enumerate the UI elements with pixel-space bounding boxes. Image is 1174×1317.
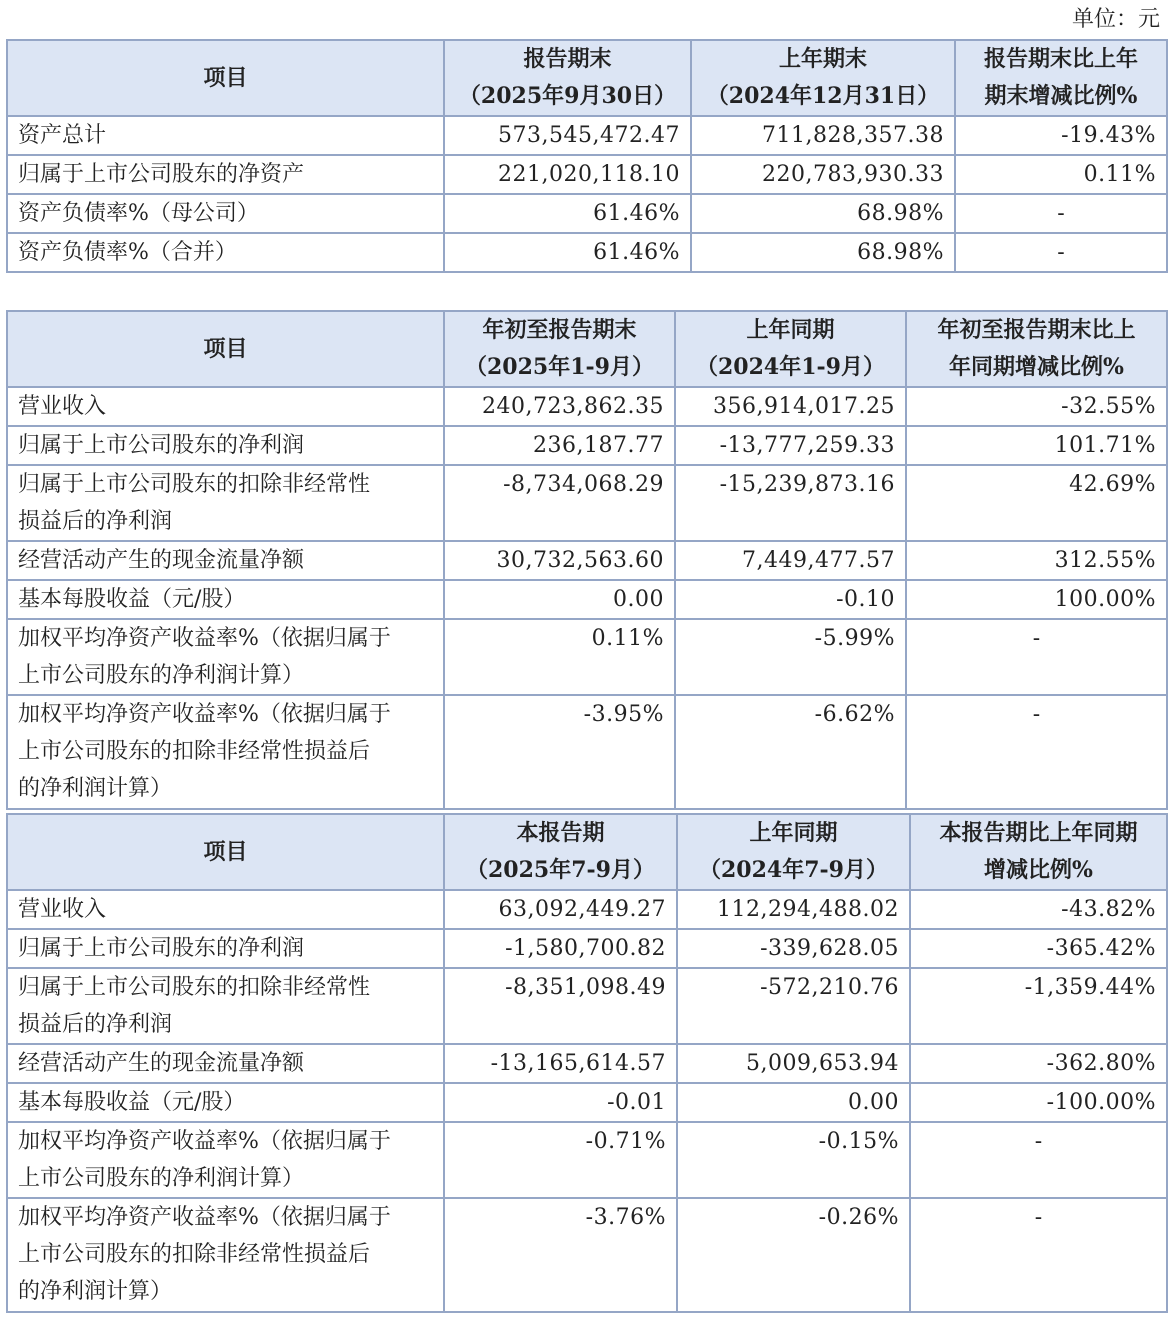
cell-value: -8,734,068.29: [444, 465, 675, 541]
table-row: [7, 695, 1167, 809]
cell-value: 0.11%: [444, 619, 675, 695]
cell-change: 101.71%: [906, 426, 1167, 465]
row-label: 归属于上市公司股东的净利润: [7, 426, 444, 465]
row-label: 资产负债率%（合并）: [7, 233, 444, 272]
cell-value: 221,020,118.10: [444, 155, 691, 194]
cell-change: -1,359.44%: [910, 968, 1167, 1044]
cell-change: 0.11%: [955, 155, 1167, 194]
cell-value: 0.00: [444, 580, 675, 619]
table-row: [7, 929, 1167, 968]
header-prior-period: 上年同期 （2024年7-9月）: [677, 814, 910, 890]
header-change-pct: 本报告期比上年同期 增减比例%: [910, 814, 1167, 890]
cell-change: -100.00%: [910, 1083, 1167, 1122]
table-row: [7, 968, 1167, 1044]
cell-value: -8,351,098.49: [444, 968, 677, 1044]
header-prior-year-end: 上年期末 （2024年12月31日）: [691, 40, 955, 116]
cell-value: 112,294,488.02: [677, 890, 910, 929]
cell-value: 573,545,472.47: [444, 116, 691, 155]
cell-value: 236,187.77: [444, 426, 675, 465]
cell-value: 0.00: [677, 1083, 910, 1122]
cell-change: -19.43%: [955, 116, 1167, 155]
cell-value: -3.95%: [444, 695, 675, 809]
table-row: [7, 1122, 1167, 1198]
cell-change: -: [955, 233, 1167, 272]
row-label: 加权平均净资产收益率%（依据归属于 上市公司股东的净利润计算）: [7, 1122, 444, 1198]
cell-value: 30,732,563.60: [444, 541, 675, 580]
cell-change: 42.69%: [906, 465, 1167, 541]
cell-value: -5.99%: [675, 619, 906, 695]
table-row: [7, 387, 1167, 426]
header-change-pct: 年初至报告期末比上 年同期增减比例%: [906, 311, 1167, 387]
cell-value: -0.26%: [677, 1198, 910, 1312]
row-label: 基本每股收益（元/股）: [7, 1083, 444, 1122]
cell-change: -: [910, 1198, 1167, 1312]
cell-change: -: [955, 194, 1167, 233]
table-row: [7, 1198, 1167, 1312]
cell-value: -15,239,873.16: [675, 465, 906, 541]
table-row: [7, 194, 1167, 233]
table-row: [7, 890, 1167, 929]
header-item: 项目: [7, 311, 444, 387]
header-period-end: 报告期末 （2025年9月30日）: [444, 40, 691, 116]
cell-change: -: [906, 695, 1167, 809]
cell-change: -32.55%: [906, 387, 1167, 426]
row-label: 加权平均净资产收益率%（依据归属于 上市公司股东的扣除非经常性损益后 的净利润计算）: [7, 695, 444, 809]
table-row: [7, 116, 1167, 155]
unit-label: 单位：元: [1071, 7, 1160, 32]
ytd-table: [6, 310, 1168, 810]
cell-value: 68.98%: [691, 233, 955, 272]
cell-change: -: [906, 619, 1167, 695]
table-row: [7, 426, 1167, 465]
cell-value: -0.10: [675, 580, 906, 619]
header-prior-ytd: 上年同期 （2024年1-9月）: [675, 311, 906, 387]
table-row: [7, 1083, 1167, 1122]
table-row: [7, 580, 1167, 619]
row-label: 加权平均净资产收益率%（依据归属于 上市公司股东的扣除非经常性损益后 的净利润计算）: [7, 1198, 444, 1312]
cell-value: -13,777,259.33: [675, 426, 906, 465]
cell-value: -0.71%: [444, 1122, 677, 1198]
quarter-table: [6, 813, 1168, 1313]
table-row: [7, 233, 1167, 272]
row-label: 基本每股收益（元/股）: [7, 580, 444, 619]
cell-change: -365.42%: [910, 929, 1167, 968]
header-change-pct: 报告期末比上年 期末增减比例%: [955, 40, 1167, 116]
cell-value: 711,828,357.38: [691, 116, 955, 155]
cell-value: -339,628.05: [677, 929, 910, 968]
cell-change: 312.55%: [906, 541, 1167, 580]
cell-value: 356,914,017.25: [675, 387, 906, 426]
cell-value: 220,783,930.33: [691, 155, 955, 194]
cell-value: -0.01: [444, 1083, 677, 1122]
header-item: 项目: [7, 814, 444, 890]
cell-change: -43.82%: [910, 890, 1167, 929]
cell-value: -572,210.76: [677, 968, 910, 1044]
cell-change: 100.00%: [906, 580, 1167, 619]
cell-value: 68.98%: [691, 194, 955, 233]
table-row: [7, 619, 1167, 695]
cell-value: -6.62%: [675, 695, 906, 809]
cell-value: 63,092,449.27: [444, 890, 677, 929]
header-item: 项目: [7, 40, 444, 116]
row-label: 资产总计: [7, 116, 444, 155]
header-current-period: 本报告期 （2025年7-9月）: [444, 814, 677, 890]
row-label: 归属于上市公司股东的净利润: [7, 929, 444, 968]
cell-value: 61.46%: [444, 233, 691, 272]
cell-change: -362.80%: [910, 1044, 1167, 1083]
row-label: 营业收入: [7, 890, 444, 929]
row-label: 经营活动产生的现金流量净额: [7, 1044, 444, 1083]
row-label: 归属于上市公司股东的净资产: [7, 155, 444, 194]
row-label: 归属于上市公司股东的扣除非经常性 损益后的净利润: [7, 465, 444, 541]
cell-value: 5,009,653.94: [677, 1044, 910, 1083]
header-ytd: 年初至报告期末 （2025年1-9月）: [444, 311, 675, 387]
row-label: 加权平均净资产收益率%（依据归属于 上市公司股东的净利润计算）: [7, 619, 444, 695]
row-label: 营业收入: [7, 387, 444, 426]
cell-value: -1,580,700.82: [444, 929, 677, 968]
cell-value: 240,723,862.35: [444, 387, 675, 426]
row-label: 归属于上市公司股东的扣除非经常性 损益后的净利润: [7, 968, 444, 1044]
cell-value: -13,165,614.57: [444, 1044, 677, 1083]
row-label: 资产负债率%（母公司）: [7, 194, 444, 233]
table-row: [7, 465, 1167, 541]
table-row: [7, 1044, 1167, 1083]
balance-table: [6, 39, 1168, 273]
row-label: 经营活动产生的现金流量净额: [7, 541, 444, 580]
table-row: [7, 541, 1167, 580]
cell-value: -0.15%: [677, 1122, 910, 1198]
cell-value: -3.76%: [444, 1198, 677, 1312]
cell-change: -: [910, 1122, 1167, 1198]
cell-value: 7,449,477.57: [675, 541, 906, 580]
table-row: [7, 155, 1167, 194]
cell-value: 61.46%: [444, 194, 691, 233]
